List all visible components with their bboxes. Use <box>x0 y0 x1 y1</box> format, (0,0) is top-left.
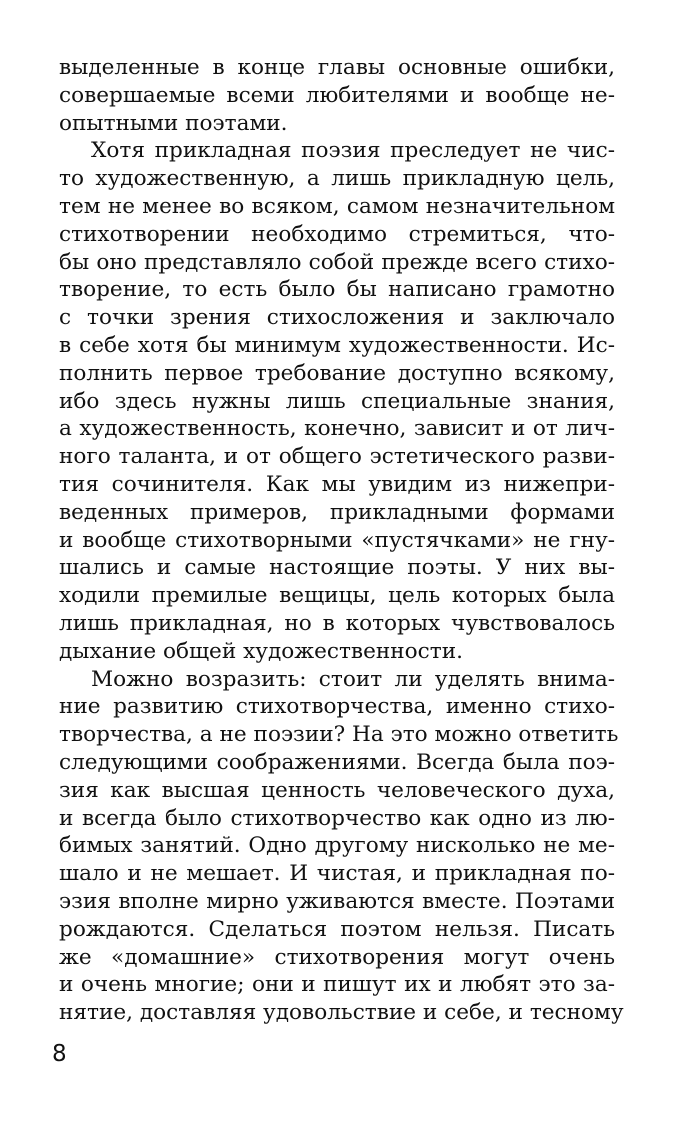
text-line: с точки зрения стихосложения и заключало <box>59 305 615 331</box>
text-line: Хотя прикладная поэзия преследует не чис- <box>91 138 615 164</box>
text-line: зия как высшая ценность человеческого духа, <box>59 777 615 803</box>
page-number: 8 <box>52 1041 67 1067</box>
text-line: шало и не мешает. И чистая, и прикладная по- <box>59 861 615 887</box>
text-line: нятие, доставляя удовольствие и себе, и тесному <box>59 1000 624 1026</box>
text-line: выделенные в конце главы основные ошибки, <box>59 55 615 80</box>
text-line: тия сочинителя. Как мы увидим из нижепри- <box>59 471 615 497</box>
text-line: бимых занятий. Одно другому нисколько не ме- <box>59 833 615 859</box>
text-line: опытными поэтами. <box>59 110 288 136</box>
paragraph-continuation <box>59 54 615 137</box>
text-line: а художественность, конечно, зависит и от лич- <box>59 416 615 442</box>
text-line: Можно возразить: стоит ли уделять внима- <box>91 666 615 692</box>
text-line: лишь прикладная, но в которых чувствовалось <box>59 610 615 636</box>
text-line: дыхание общей художественности. <box>59 638 463 664</box>
paragraph-versification <box>59 666 624 1027</box>
text-line: следующими соображениями. Всегда была поэ- <box>59 749 615 775</box>
text-line: стихотворении необходимо стремиться, что- <box>59 221 615 247</box>
text-line: же «домашние» стихотворения могут очень <box>59 944 615 970</box>
text-line: совершаемые всеми любителями и вообще не- <box>59 82 615 108</box>
text-line: веденных примеров, прикладными формами <box>59 499 615 525</box>
text-line: и вообще стихотворными «пустячками» не гну- <box>59 527 615 553</box>
text-line: шались и самые настоящие поэты. У них вы- <box>59 555 615 581</box>
text-line: творение, то есть было бы написано грамотно <box>59 277 615 303</box>
text-line: ибо здесь нужны лишь специальные знания, <box>59 388 615 414</box>
text-line: эзия вполне мирно уживаются вместе. Поэтами <box>59 888 615 914</box>
text-line: в себе хотя бы минимум художественности. Ис- <box>59 332 615 358</box>
text-line: полнить первое требование доступно всякому, <box>59 360 615 386</box>
text-line: ние развитию стихотворчества, именно стихо- <box>59 694 615 720</box>
paragraph-applied-poetry <box>59 137 615 665</box>
text-line: и всегда было стихотворчество как одно из лю- <box>59 805 615 831</box>
text-line: тем не менее во всяком, самом незначительном <box>59 193 615 219</box>
text-line: ходили премилые вещицы, цель которых была <box>59 583 615 609</box>
text-line: бы оно представляло собой прежде всего стихо- <box>59 249 615 275</box>
text-line: творчества, а не поэзии? На это можно ответить <box>59 722 619 748</box>
text-line: рождаются. Сделаться поэтом нельзя. Писать <box>59 916 615 942</box>
text-line: то художественную, а лишь прикладную цель, <box>59 166 615 192</box>
text-line: ного таланта, и от общего эстетического разви- <box>59 444 615 470</box>
page-text-block <box>59 54 624 1027</box>
text-line: и очень многие; они и пишут их и любят это за- <box>59 972 615 998</box>
